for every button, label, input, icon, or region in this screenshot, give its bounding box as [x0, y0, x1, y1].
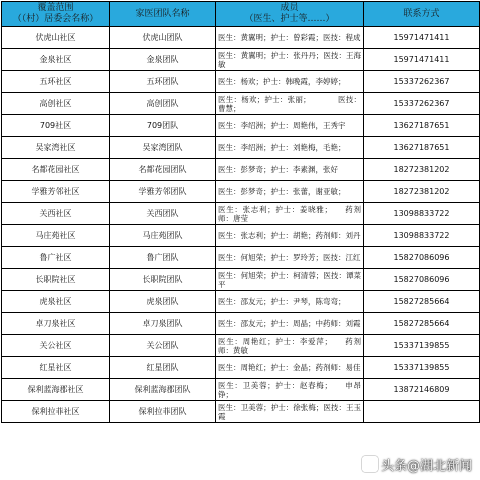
team-cell: 学雅芳邻团队	[110, 181, 216, 203]
phone-cell: 15827086096	[364, 269, 480, 291]
phone-cell: 15827285664	[364, 313, 480, 335]
table-row	[2, 379, 480, 401]
team-cell: 马庄苑团队	[110, 225, 216, 247]
phone-cell: 13627187651	[364, 137, 480, 159]
phone-cell: 15827086096	[364, 247, 480, 269]
table-row	[2, 159, 480, 181]
table-row	[2, 313, 480, 335]
watermark-text: 头条@湖北新闻	[380, 459, 472, 474]
header-members-line1: 成员	[280, 3, 299, 13]
members-cell: 医生：卫美蓉；护士：徐张梅；医技：王玉霞	[216, 401, 364, 423]
table-row	[2, 291, 480, 313]
community-cell: 名都花园社区	[2, 159, 110, 181]
community-cell: 关公社区	[2, 335, 110, 357]
members-cell: 医生：张志利；护士：姜晓雅； 药剂师：唐莹	[216, 203, 364, 225]
team-cell: 鲁广团队	[110, 247, 216, 269]
table-row	[2, 203, 480, 225]
family-doctor-team-table	[1, 1, 480, 423]
community-cell: 红星社区	[2, 357, 110, 379]
community-cell: 保利蓝海郡社区	[2, 379, 110, 401]
members-cell: 医生：彭梦奇；护士：张蕾，谢亚敏；	[216, 181, 364, 203]
table-row	[2, 247, 480, 269]
phone-cell: 13872146809	[364, 379, 480, 401]
header-members-line2: （医生、护士等……）	[244, 14, 335, 24]
header-coverage-line1: 覆盖范围	[37, 3, 74, 13]
members-cell: 医生：李绍洲；护士：周艳伟，王秀宇	[216, 115, 364, 137]
phone-cell: 15827285664	[364, 291, 480, 313]
table-row	[2, 181, 480, 203]
community-cell: 709社区	[2, 115, 110, 137]
team-cell: 伏虎山团队	[110, 27, 216, 49]
header-members	[216, 2, 364, 27]
phone-cell: 15971471411	[364, 27, 480, 49]
community-cell: 保利拉菲社区	[2, 401, 110, 423]
community-cell: 虎泉社区	[2, 291, 110, 313]
members-cell: 医生：邵友元；护士：尹琴，陈弯弯；	[216, 291, 364, 313]
phone-cell: 15337262367	[364, 93, 480, 115]
team-cell: 长职院团队	[110, 269, 216, 291]
community-cell: 长职院社区	[2, 269, 110, 291]
team-cell: 保利拉菲团队	[110, 401, 216, 423]
table-row	[2, 93, 480, 115]
team-cell: 五环团队	[110, 71, 216, 93]
table-row	[2, 71, 480, 93]
toutiao-logo-icon	[362, 456, 378, 472]
table-row	[2, 225, 480, 247]
header-row	[2, 2, 480, 27]
community-cell: 伏虎山社区	[2, 27, 110, 49]
table-row	[2, 27, 480, 49]
phone-cell: 15337139855	[364, 335, 480, 357]
community-cell: 学雅芳邻社区	[2, 181, 110, 203]
members-cell: 医生：周艳红；护士：金晶；药剂师：易佳	[216, 357, 364, 379]
phone-cell: 18272381202	[364, 181, 480, 203]
team-cell: 吴家湾团队	[110, 137, 216, 159]
table-row	[2, 49, 480, 71]
community-cell: 五环社区	[2, 71, 110, 93]
members-cell: 医生：周艳红；护士：李爱萍； 药剂师：黄敏	[216, 335, 364, 357]
table-row	[2, 335, 480, 357]
team-cell: 709团队	[110, 115, 216, 137]
table-row	[2, 357, 480, 379]
team-cell: 保利蓝海郡团队	[110, 379, 216, 401]
members-cell: 医生：卫美蓉；护士：赵春梅； 申昂铮；	[216, 379, 364, 401]
watermark	[362, 455, 472, 474]
table-body	[2, 27, 480, 423]
members-cell: 医生：何旭荣；护士：罗玲芳；医技：江红	[216, 247, 364, 269]
phone-cell: 13627187651	[364, 115, 480, 137]
header-coverage	[2, 2, 110, 27]
team-cell: 关西团队	[110, 203, 216, 225]
community-cell: 金泉社区	[2, 49, 110, 71]
header-contact: 联系方式	[364, 2, 480, 27]
phone-cell: 15337139855	[364, 357, 480, 379]
community-cell: 马庄苑社区	[2, 225, 110, 247]
members-cell: 医生：李绍洲；护士：刘艳梅，毛艳；	[216, 137, 364, 159]
members-cell: 医生：黄翼明；护士：张丹丹；医技：王海敏	[216, 49, 364, 71]
table-row	[2, 115, 480, 137]
table-row	[2, 401, 480, 423]
phone-cell: 13098833722	[364, 203, 480, 225]
members-cell: 医生：杨欢；护士：韩晚霞，李婷婷；	[216, 71, 364, 93]
community-cell: 卓刀泉社区	[2, 313, 110, 335]
header-coverage-line2: （（村）居委会名称）	[12, 14, 99, 24]
team-cell: 名都花园团队	[110, 159, 216, 181]
team-cell: 卓刀泉团队	[110, 313, 216, 335]
phone-cell	[364, 401, 480, 423]
team-cell: 关公团队	[110, 335, 216, 357]
table-row	[2, 269, 480, 291]
phone-cell: 15337262367	[364, 71, 480, 93]
team-cell: 虎泉团队	[110, 291, 216, 313]
table-row	[2, 137, 480, 159]
team-cell: 金泉团队	[110, 49, 216, 71]
community-cell: 吴家湾社区	[2, 137, 110, 159]
members-cell: 医生：邵友元；护士：周晶；中药师：刘霞	[216, 313, 364, 335]
community-cell: 高创社区	[2, 93, 110, 115]
members-cell: 医生：彭梦奇；护士：李素渊，张好	[216, 159, 364, 181]
community-cell: 关西社区	[2, 203, 110, 225]
phone-cell: 15971471411	[364, 49, 480, 71]
members-cell: 医生：杨欢；护士：张丽； 医技：曹慧；	[216, 93, 364, 115]
members-cell: 医生：何旭荣；护士：柯清蓉；医技：谭菜平	[216, 269, 364, 291]
team-roster-sheet	[1, 1, 480, 423]
phone-cell: 18272381202	[364, 159, 480, 181]
header-team-name: 家医团队名称	[110, 2, 216, 27]
table-header	[2, 2, 480, 27]
team-cell: 红星团队	[110, 357, 216, 379]
members-cell: 医生：黄翼明；护士：曾彩霞；医技：程成	[216, 27, 364, 49]
phone-cell: 13098833722	[364, 225, 480, 247]
members-cell: 医生：张志利；护士：胡艳；药剂师：刘丹	[216, 225, 364, 247]
community-cell: 鲁广社区	[2, 247, 110, 269]
team-cell: 高创团队	[110, 93, 216, 115]
